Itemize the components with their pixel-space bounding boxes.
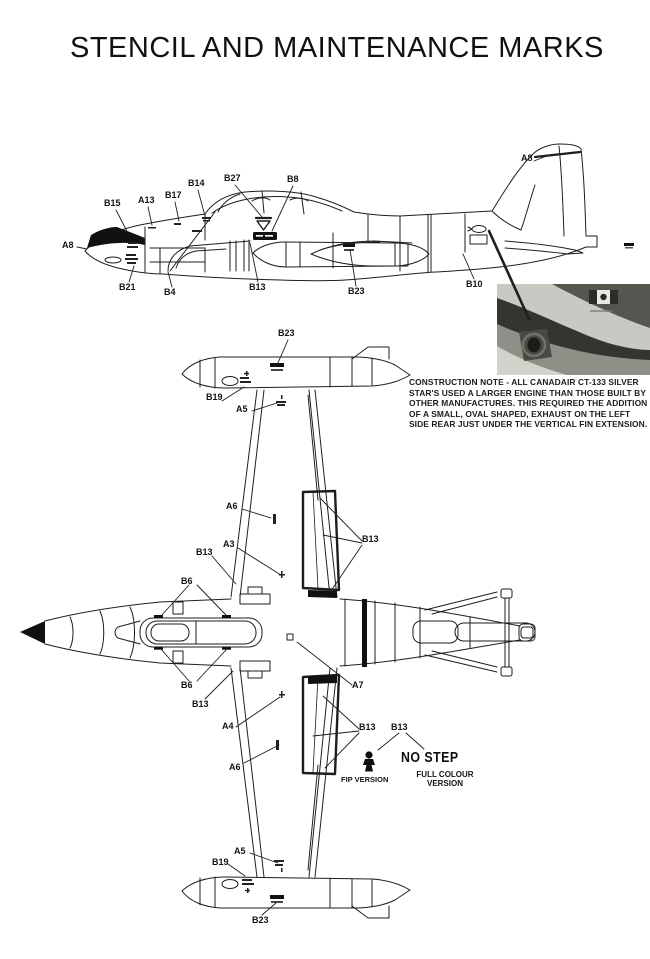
callout-label-b14: B14	[188, 178, 205, 188]
callout-label-b6: B6	[181, 576, 193, 586]
wing-upper	[231, 390, 339, 598]
callout-label-a8: A8	[521, 153, 533, 163]
page-title: STENCIL AND MAINTENANCE MARKS	[70, 32, 604, 64]
nose-antiglare-panel	[87, 227, 145, 248]
b27-triangle-marking	[256, 218, 271, 230]
callout-label-b8: B8	[287, 174, 299, 184]
callout-label-b10: B10	[466, 279, 483, 289]
callout-label-b23: B23	[278, 328, 295, 338]
callout-label-b13: B13	[359, 722, 376, 732]
callout-label-b21: B21	[119, 282, 136, 292]
callout-label-b13: B13	[249, 282, 266, 292]
wing-lower	[231, 668, 339, 877]
callout-label-b27: B27	[224, 173, 241, 183]
callout-label-b15: B15	[104, 198, 121, 208]
photo-leader-line	[489, 231, 529, 319]
callout-label-b4: B4	[164, 287, 176, 297]
no-step-stencil-text: NO STEP	[401, 748, 459, 766]
plan-view-leader-lines	[161, 340, 424, 915]
callout-label-a6: A6	[226, 501, 238, 511]
callout-label-a5: A5	[234, 846, 246, 856]
callout-label-b17: B17	[165, 190, 182, 200]
callout-label-b6: B6	[181, 680, 193, 690]
callout-label-b19: B19	[206, 392, 223, 402]
callout-label-a5: A5	[236, 404, 248, 414]
callout-label-a7: A7	[352, 680, 364, 690]
callout-label-a4: A4	[222, 721, 234, 731]
b8-rescue-marking	[253, 232, 277, 240]
nose-tip-black	[20, 621, 45, 644]
construction-note-body: - ALL CANADAIR CT-133 SILVER STAR'S USED A LARGER ENGINE THAN THOSE BUILT BY OTHER MANUFACTURES. THIS REQUIRED THE ADDITION OF A SMALL, OVAL SHAPED, EXHAUST ON THE LEFT SIDE REAR JUST UNDER THE VERTICAL FIN EXTENSION.	[409, 377, 648, 430]
callout-label-b13: B13	[192, 699, 209, 709]
plan-view-drawing	[20, 340, 535, 918]
fip-version-caption: FIP VERSION	[341, 775, 389, 784]
callout-label-a8: A8	[62, 240, 74, 250]
callout-label-a3: A3	[223, 539, 235, 549]
callout-label-b13: B13	[196, 547, 213, 557]
fip-no-step-glyph	[363, 751, 375, 771]
callout-label-b23: B23	[348, 286, 365, 296]
construction-note-heading: CONSTRUCTION NOTE	[409, 377, 504, 387]
callout-label-a6: A6	[229, 762, 241, 772]
a7-stencil-target	[287, 634, 293, 640]
fin-band-a8-target	[535, 152, 580, 157]
callout-label-b13: B13	[391, 722, 408, 732]
callout-label-b19: B19	[212, 857, 229, 867]
tailplane-plan	[425, 589, 512, 676]
fuselage-black-band	[362, 599, 367, 667]
callout-label-a13: A13	[138, 195, 155, 205]
full-colour-version-caption	[414, 770, 476, 788]
fuselage-plan	[20, 587, 535, 678]
full-colour-line1: FULL COLOUR	[416, 770, 474, 779]
tip-tank-bottom	[182, 857, 410, 918]
callout-label-b23: B23	[252, 915, 269, 925]
callout-label-b13: B13	[362, 534, 379, 544]
full-colour-line2: VERSION	[426, 779, 463, 789]
